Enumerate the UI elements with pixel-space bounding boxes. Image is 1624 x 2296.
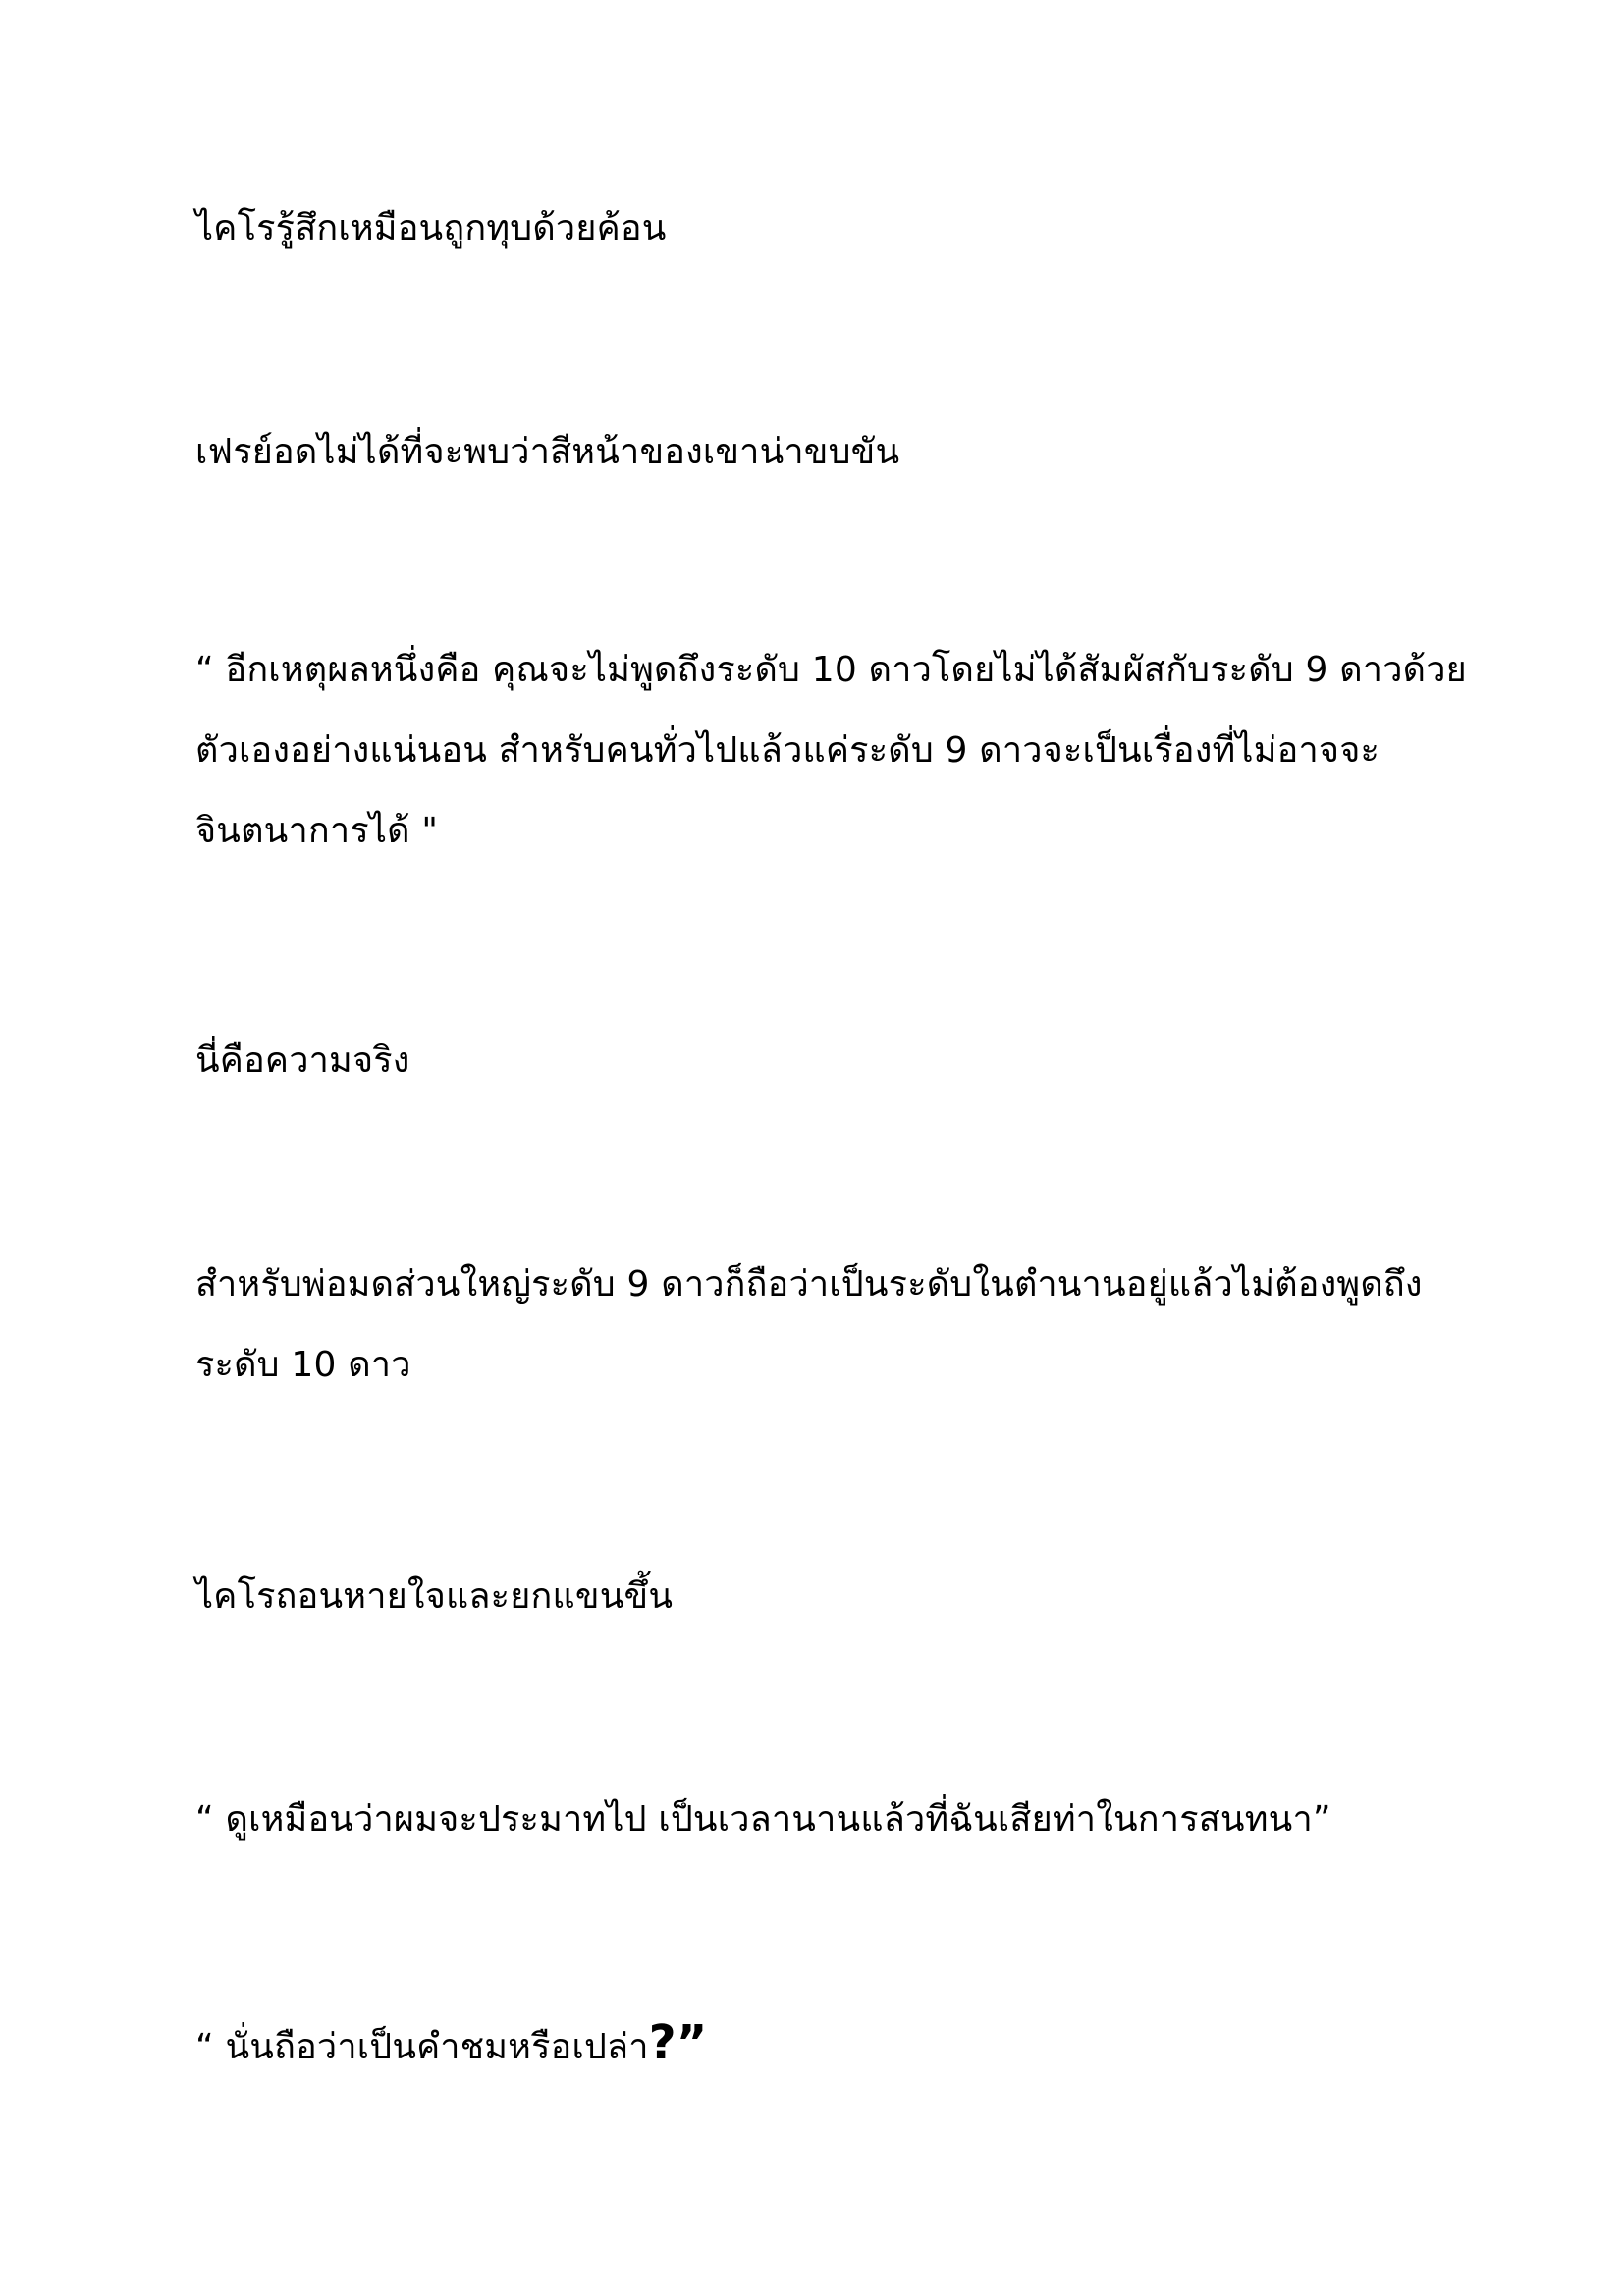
text-line: ระดับ 10 ดาว (195, 1345, 411, 1385)
question-text: “ นั่นถือว่าเป็นคำชมหรือเปล่า (195, 2027, 649, 2067)
paragraph-7 (195, 1780, 1472, 1860)
paragraph-8 (195, 2002, 1472, 2088)
paragraph-6 (195, 1557, 1472, 1637)
paragraph-4 (195, 1021, 1472, 1101)
text-line: ไคโรรู้สึกเหมือนถูกทุบด้วยค้อน (195, 208, 667, 248)
text-line: “ อีกเหตุผลหนึ่งคือ คุณจะไม่พูดถึงระดับ 10 ดาวโดยไม่ได้สัมผัสกับระดับ 9 ดาวด้วย (195, 650, 1467, 690)
question-mark: ?” (648, 2015, 708, 2070)
text-line: ตัวเองอย่างแน่นอน สำหรับคนทั่วไปแล้วแค่ระดับ 9 ดาวจะเป็นเรื่องที่ไม่อาจจะ (195, 730, 1380, 771)
text-line: นี่คือความจริง (195, 1041, 410, 1081)
text-line: “ ดูเหมือนว่าผมจะประมาทไป เป็นเวลานานแล้วที่ฉันเสียท่าในการสนทนา” (195, 1799, 1331, 1840)
text-line: ไคโรถอนหายใจและยกแขนขึ้น (195, 1576, 674, 1617)
text-line: จินตนาการได้ " (195, 811, 439, 851)
paragraph-1 (195, 188, 1472, 269)
paragraph-5 (195, 1245, 1472, 1406)
text-line: เฟรย์อดไม่ได้ที่จะพบว่าสีหน้าของเขาน่าขบขัน (195, 432, 900, 472)
paragraph-2 (195, 412, 1472, 493)
paragraph-3 (195, 630, 1472, 872)
text-line (195, 2002, 1472, 2088)
text-line: สำหรับพ่อมดส่วนใหญ่ระดับ 9 ดาวก็ถือว่าเป็นระดับในตำนานอยู่แล้วไม่ต้องพูดถึง (195, 1264, 1423, 1305)
